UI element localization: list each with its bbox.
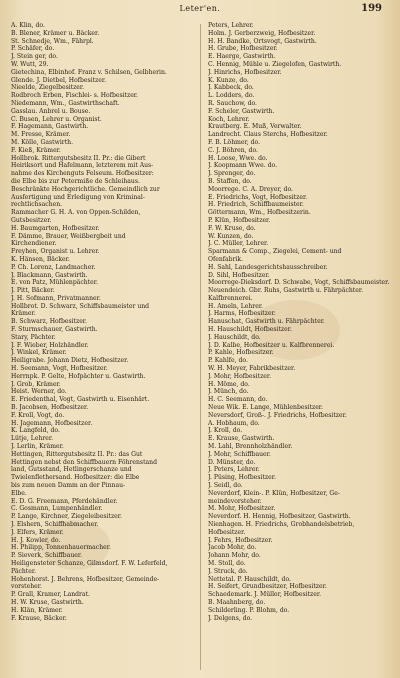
directory-entry: Gutsbesitzer. <box>11 216 52 224</box>
directory-entry: Hollbrot. D. Schwarz, Schiffsbaumeister und <box>11 302 150 310</box>
directory-entry: J. Pitt, Bäcker. <box>11 287 55 295</box>
left-column <box>11 22 193 672</box>
directory-entry: C. J. Böhren, do. <box>208 146 258 154</box>
directory-entry: J. Kroll, do. <box>208 427 243 435</box>
directory-entry: land, Gutsstand, Hetlingerschanze und <box>11 466 132 474</box>
directory-entry: Neversdorf, Groß-. J. Friedrichs, Hofbesitzer. <box>208 411 347 419</box>
page-number: 199 <box>361 3 382 14</box>
directory-entry: H. Hauschildt, Hofbesitzer. <box>208 326 292 334</box>
directory-entry: Niedemann, Wm., Gastwirthschaft. <box>11 99 120 107</box>
directory-entry: Heiriksort und Hafelmann, letzterem mit Aus- <box>11 162 154 170</box>
directory-entry: D. Sihl, Hofbesitzer. <box>208 271 270 279</box>
directory-entry: H. Möme, do. <box>208 380 250 388</box>
directory-entry: W. Kunzen, do. <box>208 232 254 240</box>
directory-entry: F. B. Löhmer, do. <box>208 138 261 146</box>
right-column <box>208 22 390 672</box>
directory-entry: J. Kabbeck, do. <box>208 84 254 92</box>
directory-entry: J. Stein ger, do. <box>11 53 58 61</box>
directory-entry: Johann Mohr, do. <box>208 552 261 560</box>
directory-entry: C. Hennig, Mühle u. Ziegelofen, Gastwirth. <box>208 60 342 68</box>
directory-entry: J. Koopmann Wwe. do. <box>208 162 278 170</box>
directory-entry: Lütje, Lehrer. <box>11 435 54 443</box>
directory-entry: F. Scheler, Gastwirth. <box>208 107 275 115</box>
directory-entry: Sparmann & Comp., Ziegelei, Cement- und <box>208 248 342 256</box>
directory-entry: rechtlichsachen. <box>11 201 63 209</box>
directory-entry: Holm. J. Gerberzweig, Hofbesitzer. <box>208 29 316 37</box>
directory-entry: E. D. G. Freemann, Pferdehändler. <box>11 497 118 505</box>
directory-entry: Krämer. <box>11 310 36 318</box>
directory-entry: F. Sturmschauer, Gastwirth. <box>11 326 98 334</box>
directory-entry: P. Schäfer, do. <box>11 45 55 53</box>
directory-entry: F. W. Kruse, do. <box>208 224 256 232</box>
directory-entry: Ausfertigung und Erledigung von Kriminal- <box>11 193 145 201</box>
directory-entry: St. Schnedje, Wm., Fährpl. <box>11 37 94 45</box>
directory-entry: Schaedemark. J. Müller, Hofbesitzer. <box>208 591 322 599</box>
directory-entry: J. Fehrs, Hofbesitzer. <box>208 536 273 544</box>
directory-entry: P. Ch. Lorenz, Landmacher. <box>11 263 96 271</box>
directory-entry: Göttermann, Wm., Hofbesitzerin. <box>208 209 311 217</box>
directory-entry: Gietechina, Elbinhof. Franz v. Schilsen, Gelbherin. <box>11 68 167 76</box>
directory-entry: H. Seifert, Grundbesitzer, Hofbesitzer. <box>208 583 327 591</box>
directory-entry: H. Grube, Hofbesitzer. <box>208 45 278 53</box>
directory-entry: J. Winkel, Krämer. <box>11 349 67 357</box>
directory-entry: P. Grall, Kramer, Landrat. <box>11 591 90 599</box>
directory-entry: K. Langfeld, do. <box>11 427 60 435</box>
directory-entry: Rammacher G. H. A. von Oppen-Schilden, <box>11 209 141 217</box>
directory-entry: B. Schwarz, Hofbesitzer. <box>11 318 87 326</box>
directory-entry: Koch, Lehrer. <box>208 115 250 123</box>
directory-entry: Hanuschat, Gastwirth u. Fährpächter. <box>208 318 325 326</box>
directory-entry: E. Friedrichs, Vogt, Hofbesitzer. <box>208 193 308 201</box>
directory-entry: J. Elfers, Krämer. <box>11 528 64 536</box>
directory-entry: H. Seemann, Vogt, Hofbesitzer. <box>11 365 108 373</box>
directory-entry: J. F. Wieber, Holzhändler. <box>11 341 89 349</box>
directory-entry: H. Sahl, Landesgerichtshausschreiber. <box>208 263 328 271</box>
directory-entry: Gasslau. Anbrel u. Bouse. <box>11 107 91 115</box>
directory-entry: Jacob Mohr, do. <box>208 544 257 552</box>
directory-entry: J. Mohr, Schiffbauer. <box>208 450 271 458</box>
directory-entry: Neue Wik. E. Lange, Mühlenbesitzer. <box>208 404 323 412</box>
directory-entry: C. Gosmann, Lumpenhändler. <box>11 505 103 513</box>
directory-entry: P. Klün, Hofbesitzer. <box>208 216 271 224</box>
directory-entry: E. von Patz, Mühlenpächter. <box>11 279 98 287</box>
directory-entry: F. Dämme, Brauer, Weißbergbeit und <box>11 232 126 240</box>
directory-entry: Krautberg. E. Muß, Verwalter. <box>208 123 302 131</box>
directory-entry: H. Klän, Krämer. <box>11 606 63 614</box>
directory-entry: Pächter. <box>11 567 37 575</box>
directory-entry: E. Friedenthal, Vogt, Gastwirth u. Eisenhärt. <box>11 396 150 404</box>
directory-entry: H. Jagemann, Hofbesitzer. <box>11 419 93 427</box>
directory-entry: J. Hinrichs, Hofbesitzer. <box>208 68 282 76</box>
directory-entry: Nettetal. P. Hauschildt, do. <box>208 575 291 583</box>
directory-entry: J. D. Kalbe, Hofbesitzer u. Kalfbrennerei. <box>208 341 335 349</box>
directory-entry: H. W. Kruse, Gastwirth. <box>11 598 84 606</box>
directory-entry: Rodbroch Erben, Fischlei- s. Hofbesitzer. <box>11 92 138 100</box>
directory-entry: Glende. J. Dietbel, Hofbesitzer. <box>11 76 107 84</box>
directory-entry: K. Hänsen, Bäcker. <box>11 255 70 263</box>
directory-entry: P. Kahle, Hofbesitzer. <box>208 349 274 357</box>
directory-entry: meindevorsteher. <box>208 497 262 505</box>
directory-entry: J. Blackmann, Gastwirth. <box>11 271 88 279</box>
directory-entry: bis zum neuen Damm an der Pinnau- <box>11 482 126 490</box>
directory-entry: F. Hagemann, Gastwirth. <box>11 123 89 131</box>
column-divider <box>200 24 201 670</box>
running-head: Leter'en. <box>179 4 221 13</box>
directory-entry: B. Staffen, do. <box>208 177 252 185</box>
directory-entry: Herrnpk. P. Gelte, Hofpächter u. Gastwirth. <box>11 372 146 380</box>
directory-entry: Hettingen nebst den Schiffbauern Föhrenstand <box>11 458 157 466</box>
directory-entry: Stary, Pächter. <box>11 333 56 341</box>
directory-entry: M. Mohr, Hofbesitzer. <box>208 505 276 513</box>
directory-entry: Hofbesitzer. <box>208 528 246 536</box>
directory-entry: J. Harms, Hofbesitzer. <box>208 310 276 318</box>
directory-entry: J. Elshern, Schiffhabmacher. <box>11 521 99 528</box>
directory-entry: W. Wutt, 29. <box>11 60 49 68</box>
directory-entry: J. Grob, Krämer. <box>11 380 61 388</box>
directory-entry: Hollbrok. Rittergutsbesitz II. Pr.: die Gibert <box>11 154 146 162</box>
directory-entry: H. Loose, Wwe. do. <box>208 154 268 162</box>
directory-entry: H. Baumgarten, Hofbesitzer. <box>11 224 100 232</box>
directory-entry: Neuendeich. Gbr. Ruhs, Gastwirth u. Fährpächter. <box>208 287 364 295</box>
directory-entry: Kalfbrennerei. <box>208 294 253 302</box>
directory-entry: B. Jacobsen, Hofbesitzer. <box>11 404 89 412</box>
directory-entry: D. Münster, do. <box>208 458 256 466</box>
directory-entry: Neverdorf, Klein-. P. Klün, Hofbesitzer, Ge- <box>208 489 340 497</box>
directory-entry: J. Struck, do. <box>208 567 248 575</box>
directory-entry: J. H. Sofmann, Privatmanner. <box>11 294 101 302</box>
directory-entry: M. Stoll, do. <box>208 559 246 567</box>
directory-entry: Neverdorf. H. Hennig, Hofbesitzer, Gastwirth. <box>208 513 351 521</box>
directory-entry: P. Lange, Kirchner, Ziegeleibesitzer. <box>11 513 122 521</box>
directory-entry: J. Sprenger, do. <box>208 170 256 178</box>
directory-entry: Heiligensteter Schanze, Gilmsdorf. F. W. Leferfeld, <box>11 559 168 567</box>
directory-entry: H. Friedrich, Schiffbaumeister. <box>208 201 304 209</box>
directory-entry: F. Kroll, Vogt, do. <box>11 411 65 419</box>
directory-entry: M. Lahl, Brennholzhändler. <box>208 443 293 451</box>
directory-entry: B. Maahnberg, do. <box>208 598 266 606</box>
directory-entry: Freyhen, Organist u. Lehrer. <box>11 248 100 256</box>
directory-entry: Elbe. <box>11 489 27 497</box>
directory-entry: Heist. Werner, do. <box>11 388 67 396</box>
directory-entry: Hohenhorst. J. Behrens, Hofbesitzer, Gemeinde- <box>11 575 160 583</box>
directory-entry: A. Klin, do. <box>11 22 45 29</box>
directory-entry: Schilderling. P. Blohm, do. <box>208 606 290 614</box>
directory-entry: E. Haerge, Gastwirth. <box>208 53 276 61</box>
directory-entry: Landrecht. Claus Sterchs, Hofbesitzer. <box>208 131 328 139</box>
directory-entry: P. Kahlfe, do. <box>208 357 248 365</box>
directory-entry: A. Hobhaum, do. <box>208 419 260 427</box>
directory-entry: J. Seidl, do. <box>208 482 243 490</box>
directory-entry: H. C. Seemann, do. <box>208 396 268 404</box>
directory-entry: C. Busen, Lehrer u. Organist. <box>11 115 102 123</box>
directory-entry: J. Lerlin, Krämer. <box>11 443 64 451</box>
directory-entry: J. C. Müller, Lehrer. <box>208 240 269 248</box>
directory-entry: Heiligrabe. Johann Dietz, Hofbesitzer. <box>11 357 129 365</box>
directory-entry: K. Kunze, do. <box>208 76 249 84</box>
directory-entry: H. Philipp, Tonnenhauermacher. <box>11 544 111 552</box>
directory-entry: Beschränkte Hochgerichtliche. Gemeindlich zur <box>11 185 160 193</box>
directory-entry: W. H. Meyer, Fabrikbesitzer. <box>208 365 296 373</box>
directory-entry: Moorrege. C. A. Dreyer, do. <box>208 185 293 193</box>
directory-entry: H. J. Kowler, do. <box>11 536 61 544</box>
directory-entry: J. Peters, Lehrer. <box>208 466 260 474</box>
directory-entry: Ofenfabrik. <box>208 255 244 263</box>
directory-entry: E. Krause, Gastwirth. <box>208 435 275 443</box>
directory-entry: Nieelde, Ziegelbesitzer. <box>11 84 85 92</box>
directory-entry: vorsteher. <box>11 583 42 591</box>
directory-entry: Kirchendiener. <box>11 240 57 248</box>
directory-entry: M. Kölle, Gastwirth. <box>11 138 74 146</box>
directory-entry: Peters, Lehrer. <box>208 22 254 29</box>
directory-entry: P. Sieverk, Schiffbauer. <box>11 552 83 560</box>
directory-entry: Hettingen, Rittergutsbesitz II. Pr.: das Gut <box>11 450 143 458</box>
directory-entry: J. Püsing, Hofbesitzer. <box>208 474 276 482</box>
directory-entry: L. Lodders, do. <box>208 92 255 100</box>
directory-entry: M. Fresse, Krämer. <box>11 131 71 139</box>
directory-entry: Moorrege-Dieksdorf. D. Schwabe, Vogt, Schiffsbaumeister. <box>208 279 390 287</box>
directory-entry: F. Krause, Bäcker. <box>11 614 67 622</box>
directory-entry: J. Mohr, Hofbesitzer. <box>208 372 272 380</box>
directory-entry: J. Hauschildt, do. <box>208 333 261 341</box>
page-header <box>0 4 400 20</box>
directory-entry: J. Delgens, do. <box>208 614 253 622</box>
directory-entry: F. Kieß, Krämer. <box>11 146 61 154</box>
directory-entry: J. Münch, do. <box>208 388 249 396</box>
directory-entry: nahme des Kirchenguts Felseum. Hofbesitzer: <box>11 170 154 178</box>
directory-entry: H. Ameln, Lehrer. <box>208 302 263 310</box>
directory-entry: Nienhagen. H. Friedrichs, Grobhandelsbetrieb, <box>208 521 355 528</box>
directory-entry: H. H. Bandke, Ortsvogt, Gastwirth. <box>208 37 317 45</box>
directory-entry: die Elbe bis zur Petermiße de Schleihaus. <box>11 177 140 185</box>
directory-entry: B. Blener, Krämer u. Bäcker. <box>11 29 100 37</box>
directory-entry: Twielenflethersand. Hofbesitzer: die Elbe <box>11 474 140 482</box>
directory-entry: R. Sauchow, do. <box>208 99 257 107</box>
